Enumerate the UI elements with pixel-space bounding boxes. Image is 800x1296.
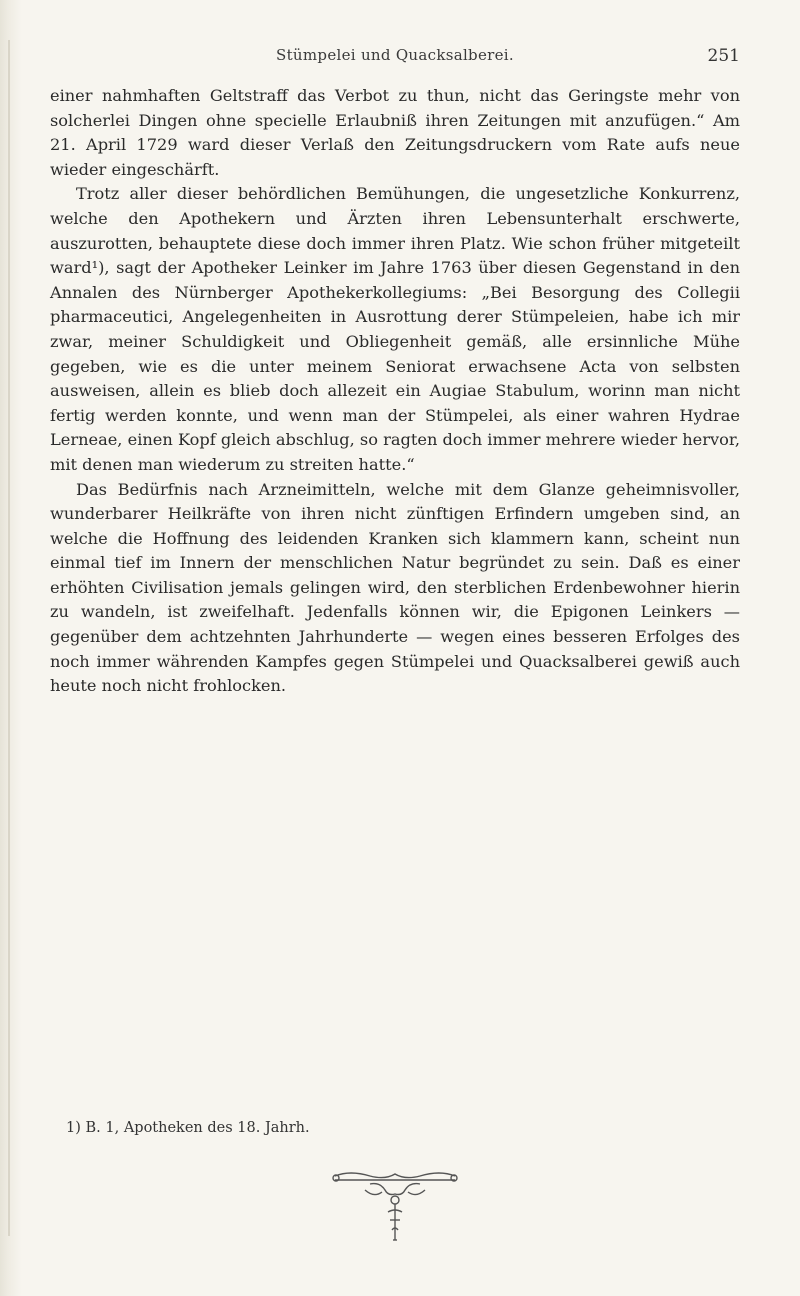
page-number: 251 — [707, 46, 740, 66]
footnote — [66, 1120, 726, 1136]
footnote-marker: 1) — [66, 1120, 81, 1136]
page-header — [50, 46, 740, 72]
body-text — [50, 84, 740, 699]
page-binding-edge — [0, 0, 22, 1296]
paragraph-2: Trotz aller dieser behördlichen Bemühungen, die ungesetzliche Konkurrenz, welche den Apothekern und Ärzten ihren Lebensunterhalt erschwerte, auszurotten, behauptete diese doch immer ihren Platz. Wie schon früher mitgeteilt ward¹), sagt der Apotheker Leinker im Jahre 1763 über diesen Gegenstand in den Annalen des Nürnberger Apothekerkollegiums: „Bei Besorgung des Collegii pharmaceutici, Angelegenheiten in Ausrottung derer Stümpeleien, habe ich mir zwar, meiner Schuldigkeit und Obliegenheit gemäß, alle ersinnliche Mühe gegeben, wie es die unter meinem Seniorat erwachsene Acta von selbsten ausweisen, allein es blieb doch allezeit ein Augiae Stabulum, worinn man nicht fertig werden konnte, und wenn man der Stümpelei, als einer wahren Hydrae Lerneae, einen Kopf gleich abschlug, so ragten doch immer mehrere wieder hervor, mit denen man wiederum zu streiten hatte.“ — [50, 184, 740, 474]
footnote-text: B. 1, Apotheken des 18. Jahrh. — [85, 1120, 310, 1136]
paragraph-1: einer nahmhaften Geltstraff das Verbot zu thun, nicht das Geringste mehr von solcherlei Dingen ohne specielle Erlaubniß ihren Zeitungen mit anzufügen.“ Am 21. April 1729 ward dieser Verlaß den Zeitungsdruckern vom Rate aufs neue wieder eingeschärft. — [50, 86, 740, 179]
tailpiece-ornament-icon — [330, 1168, 460, 1248]
paragraph-3: Das Bedürfnis nach Arzneimitteln, welche mit dem Glanze geheimnisvoller, wunderbarer Heilkräfte von ihren nicht zünftigen Erfindern umgeben sind, an welche die Hoffnung des leidenden Kranken sich klammern kann, scheint nun einmal tief im Innern der menschlichen Natur begründet zu sein. Daß es einer erhöhten Civilisation jemals gelingen wird, den sterblichen Erdenbewohner hierin zu wandeln, ist zweifelhaft. Jedenfalls können wir, die Epigonen Leinkers — gegenüber dem achtzehnten Jahrhunderte — wegen eines besseren Erfolges des noch immer währenden Kampfes gegen Stümpelei und Quacksalberei gewiß auch heute noch nicht frohlocken. — [50, 479, 740, 696]
running-title: Stümpelei und Quacksalberei. — [276, 46, 514, 64]
